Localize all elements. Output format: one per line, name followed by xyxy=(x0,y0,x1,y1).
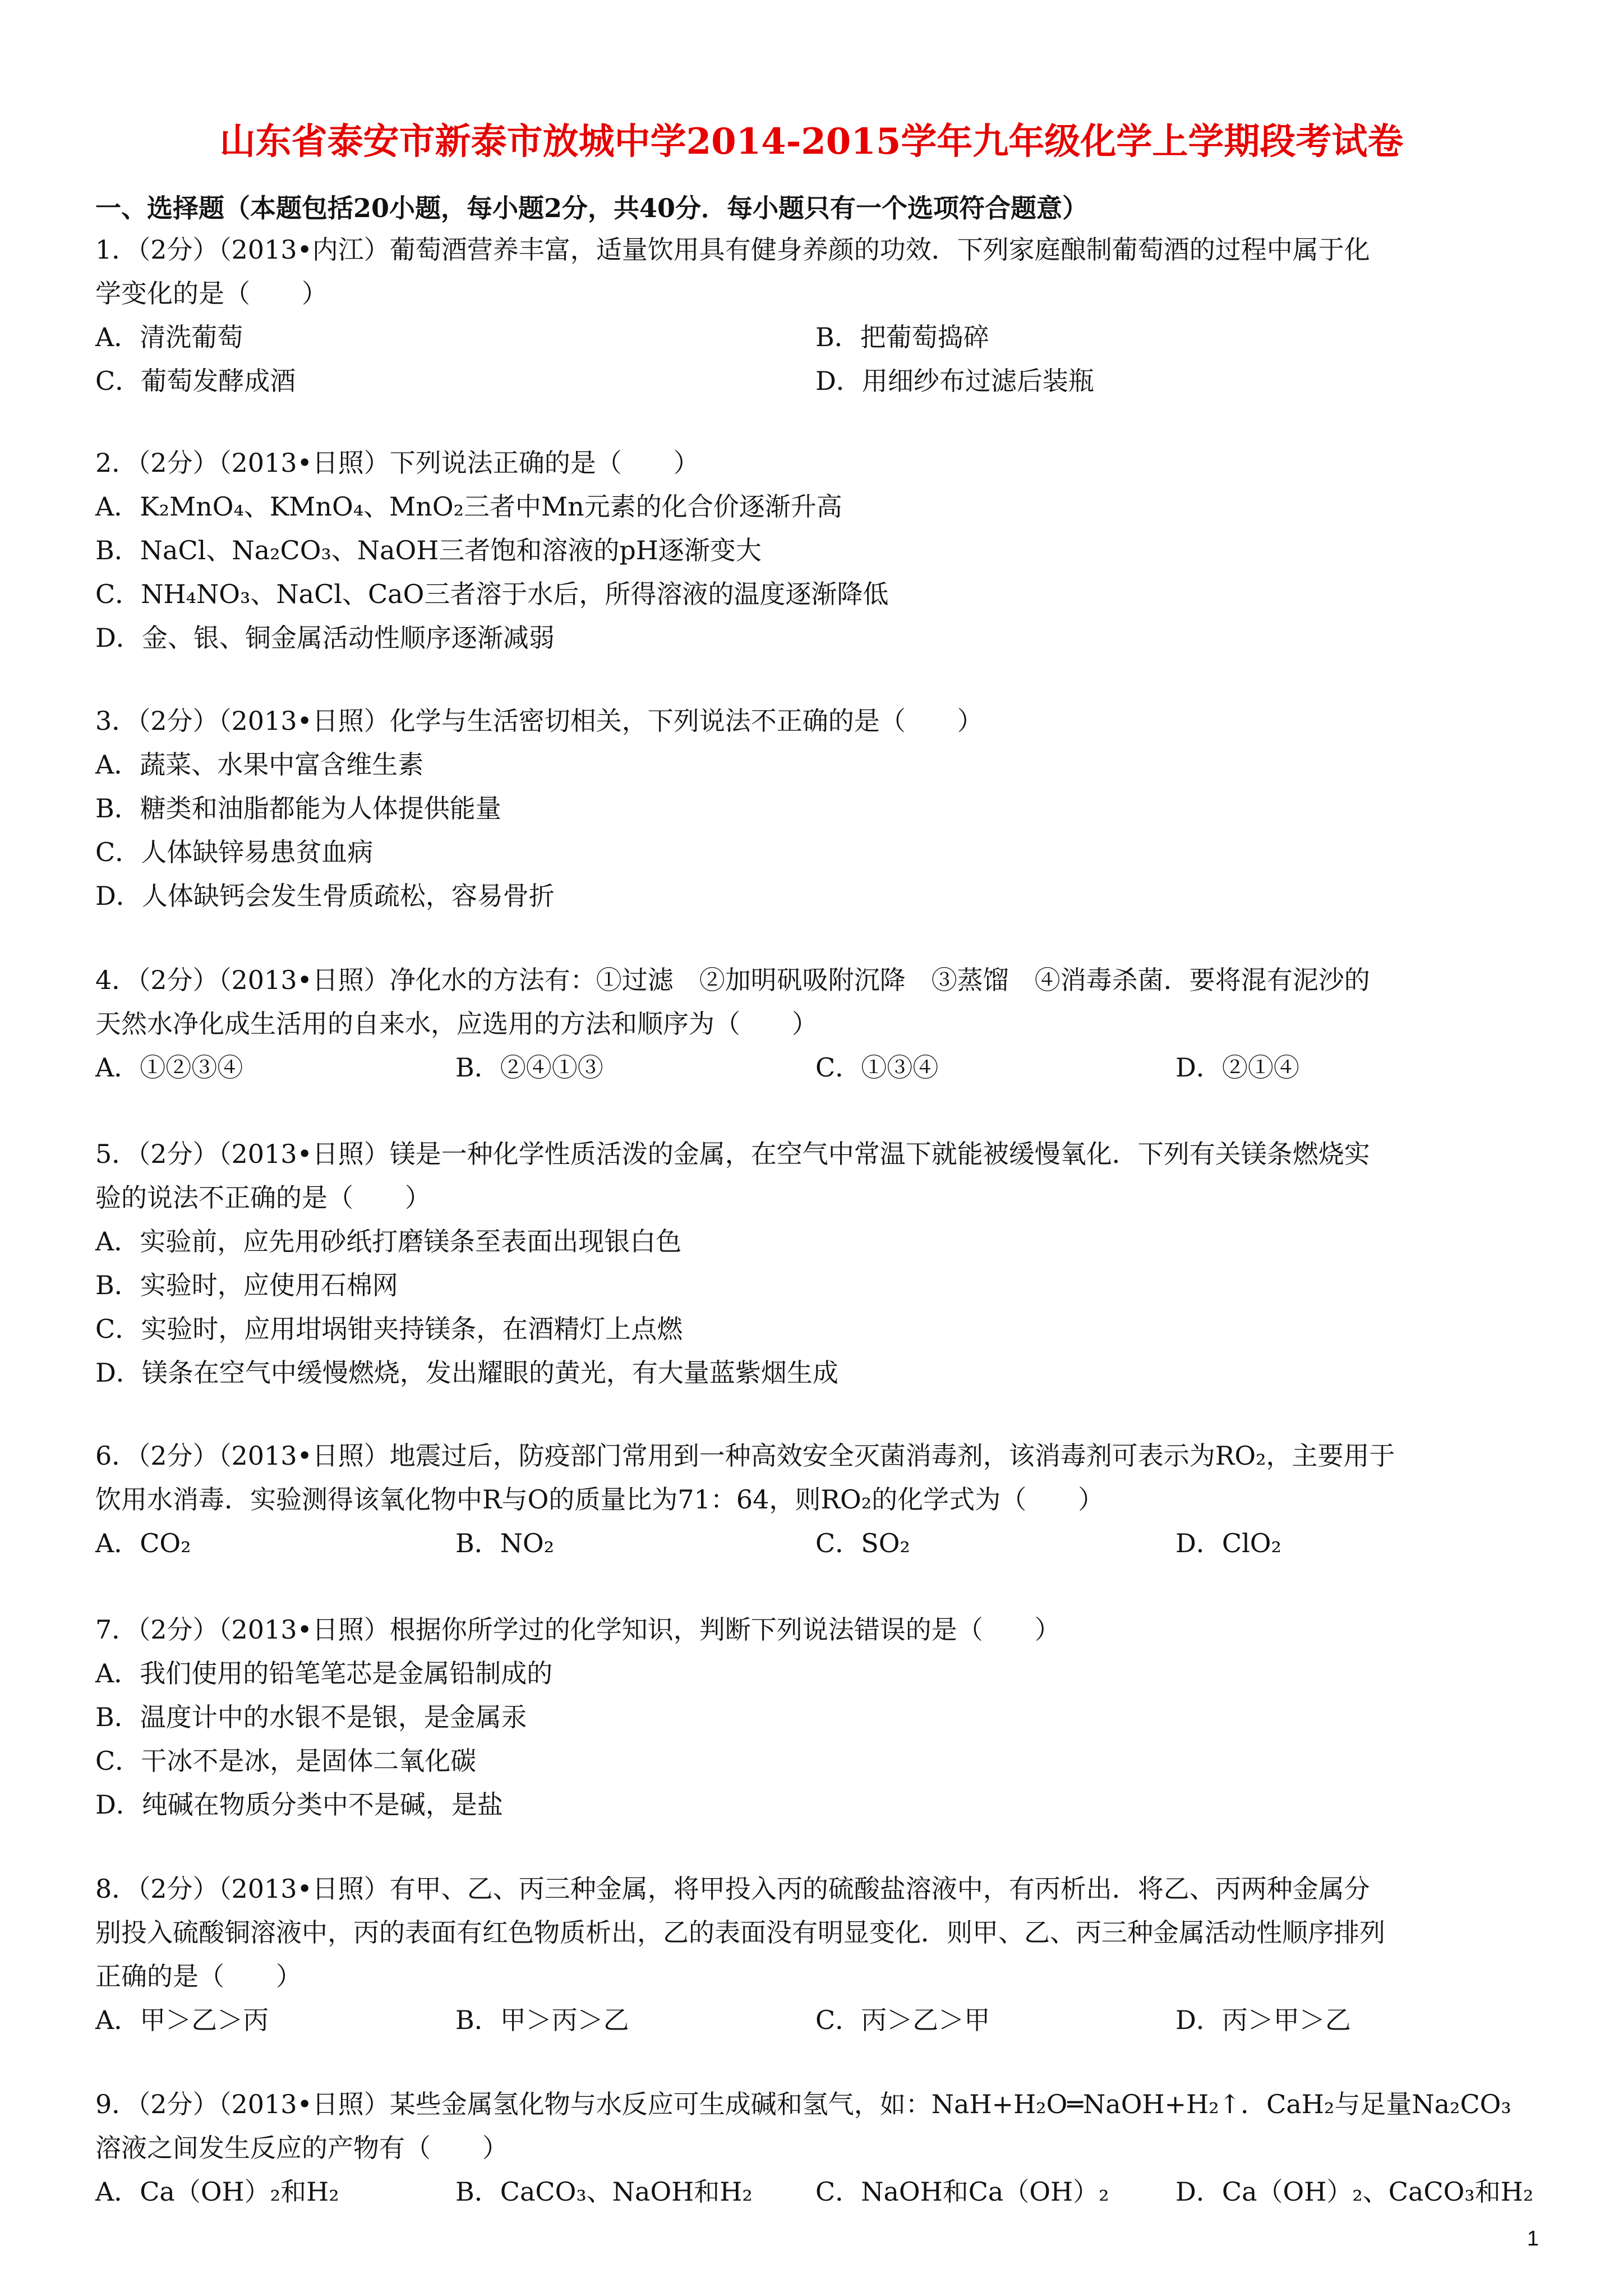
options-row xyxy=(95,1998,1542,2042)
question-stem-line: 2．（2分）（2013•日照）下列说法正确的是（ ） xyxy=(95,448,699,478)
option-c: C．NH₄NO₃、NaCl、CaO三者溶于水后，所得溶液的温度逐渐降低 xyxy=(95,579,889,609)
question-stem-line: 4．（2分）（2013•日照）净化水的方法有：①过滤 ②加明矾吸附沉降 ③蒸馏 ④消毒杀菌．要将混有泥沙的 xyxy=(95,965,1370,995)
question-stem-line: 饮用水消毒．实验测得该氧化物中R与O的质量比为71：64，则RO₂的化学式为（ ） xyxy=(95,1484,1104,1515)
options-row xyxy=(95,1521,1542,1565)
question-1 xyxy=(95,228,1542,403)
question-stem-line: 别投入硫酸铜溶液中，丙的表面有红色物质析出，乙的表面没有明显变化．则甲、乙、丙三种金属活动性顺序排列 xyxy=(95,1917,1385,1948)
options-row xyxy=(95,2170,1542,2214)
option-b: B．②④①③ xyxy=(455,1052,603,1083)
option-a: A．①②③④ xyxy=(95,1052,243,1083)
option-c: C．①③④ xyxy=(815,1052,939,1083)
option-b: B．NO₂ xyxy=(455,1528,555,1558)
option-b: B．温度计中的水银不是银，是金属汞 xyxy=(95,1702,527,1732)
option-d: D．镁条在空气中缓慢燃烧，发出耀眼的黄光，有大量蓝紫烟生成 xyxy=(95,1358,838,1388)
question-4 xyxy=(95,958,1542,1089)
question-7 xyxy=(95,1608,1542,1826)
option-d: D．金、银、铜金属活动性顺序逐渐减弱 xyxy=(95,623,555,653)
option-b: B．CaCO₃、NaOH和H₂ xyxy=(455,2177,753,2207)
option-a: A．清洗葡萄 xyxy=(95,322,243,352)
option-a: A．CO₂ xyxy=(95,1528,191,1558)
question-8 xyxy=(95,1867,1542,2042)
question-stem-line: 8．（2分）（2013•日照）有甲、乙、丙三种金属，将甲投入丙的硫酸盐溶液中，有丙析出．将乙、丙两种金属分 xyxy=(95,1874,1370,1904)
options-row xyxy=(95,315,1542,359)
option-a: A．蔬菜、水果中富含维生素 xyxy=(95,749,424,780)
option-a: A．我们使用的铅笔笔芯是金属铅制成的 xyxy=(95,1658,553,1688)
option-c: C．人体缺锌易患贫血病 xyxy=(95,837,374,867)
option-d: D．丙＞甲＞乙 xyxy=(1175,2005,1351,2035)
option-b: B．实验时，应使用石棉网 xyxy=(95,1270,398,1300)
question-stem-line: 9．（2分）（2013•日照）某些金属氢化物与水反应可生成碱和氢气，如：NaH+H₂O═NaOH+H₂↑．CaH₂与足量Na₂CO₃ xyxy=(95,2089,1511,2119)
option-d: D．ClO₂ xyxy=(1175,1528,1281,1558)
page-number: 1 xyxy=(1527,2227,1539,2251)
document-title: 山东省泰安市新泰市放城中学2014-2015学年九年级化学上学期段考试卷 xyxy=(219,121,1404,163)
question-stem-line: 1．（2分）（2013•内江）葡萄酒营养丰富，适量饮用具有健身养颜的功效．下列家庭酿制葡萄酒的过程中属于化 xyxy=(95,234,1370,265)
question-stem-line: 溶液之间发生反应的产物有（ ） xyxy=(95,2133,508,2163)
option-d: D．用细纱布过滤后装瓶 xyxy=(815,366,1094,396)
section-heading: 一、选择题（本题包括20小题，每小题2分，共40分．每小题只有一个选项符合题意） xyxy=(95,193,1089,223)
question-3 xyxy=(95,699,1542,918)
option-c: C．丙＞乙＞甲 xyxy=(815,2005,990,2035)
question-stem-line: 6．（2分）（2013•日照）地震过后，防疫部门常用到一种高效安全灭菌消毒剂，该消毒剂可表示为RO₂，主要用于 xyxy=(95,1441,1395,1471)
option-c: C．实验时，应用坩埚钳夹持镁条，在酒精灯上点燃 xyxy=(95,1314,683,1344)
question-stem-line: 学变化的是（ ） xyxy=(95,278,328,309)
option-d: D．人体缺钙会发生骨质疏松，容易骨折 xyxy=(95,881,555,911)
option-d: D．②①④ xyxy=(1175,1052,1299,1083)
option-d: D．纯碱在物质分类中不是碱，是盐 xyxy=(95,1789,503,1820)
option-b: B．甲＞丙＞乙 xyxy=(455,2005,629,2035)
options-row xyxy=(95,359,1542,403)
question-9 xyxy=(95,2082,1542,2214)
question-2 xyxy=(95,441,1542,660)
option-a: A．甲＞乙＞丙 xyxy=(95,2005,269,2035)
option-b: B．糖类和油脂都能为人体提供能量 xyxy=(95,793,501,823)
question-stem-line: 天然水净化成生活用的自来水，应选用的方法和顺序为（ ） xyxy=(95,1009,818,1039)
option-a: A．K₂MnO₄、KMnO₄、MnO₂三者中Mn元素的化合价逐渐升高 xyxy=(95,491,842,522)
question-stem-line: 3．（2分）（2013•日照）化学与生活密切相关，下列说法不正确的是（ ） xyxy=(95,706,983,736)
option-c: C．干冰不是冰，是固体二氧化碳 xyxy=(95,1746,477,1776)
question-6 xyxy=(95,1434,1542,1565)
options-row xyxy=(95,1046,1542,1089)
option-b: B．把葡萄捣碎 xyxy=(815,322,989,352)
option-d: D．Ca（OH）₂、CaCO₃和H₂ xyxy=(1175,2177,1534,2207)
option-c: C．SO₂ xyxy=(815,1528,910,1558)
question-stem-line: 正确的是（ ） xyxy=(95,1961,302,1991)
question-5 xyxy=(95,1132,1542,1395)
option-a: A．Ca（OH）₂和H₂ xyxy=(95,2177,339,2207)
question-stem-line: 验的说法不正确的是（ ） xyxy=(95,1182,431,1213)
question-stem-line: 5．（2分）（2013•日照）镁是一种化学性质活泼的金属，在空气中常温下就能被缓慢氧化．下列有关镁条燃烧实 xyxy=(95,1139,1370,1169)
option-c: C．葡萄发酵成酒 xyxy=(95,366,296,396)
option-c: C．NaOH和Ca（OH）₂ xyxy=(815,2177,1109,2207)
option-a: A．实验前，应先用砂纸打磨镁条至表面出现银白色 xyxy=(95,1226,682,1257)
question-stem-line: 7．（2分）（2013•日照）根据你所学过的化学知识，判断下列说法错误的是（ ） xyxy=(95,1614,1061,1645)
option-b: B．NaCl、Na₂CO₃、NaOH三者饱和溶液的pH逐渐变大 xyxy=(95,535,762,565)
